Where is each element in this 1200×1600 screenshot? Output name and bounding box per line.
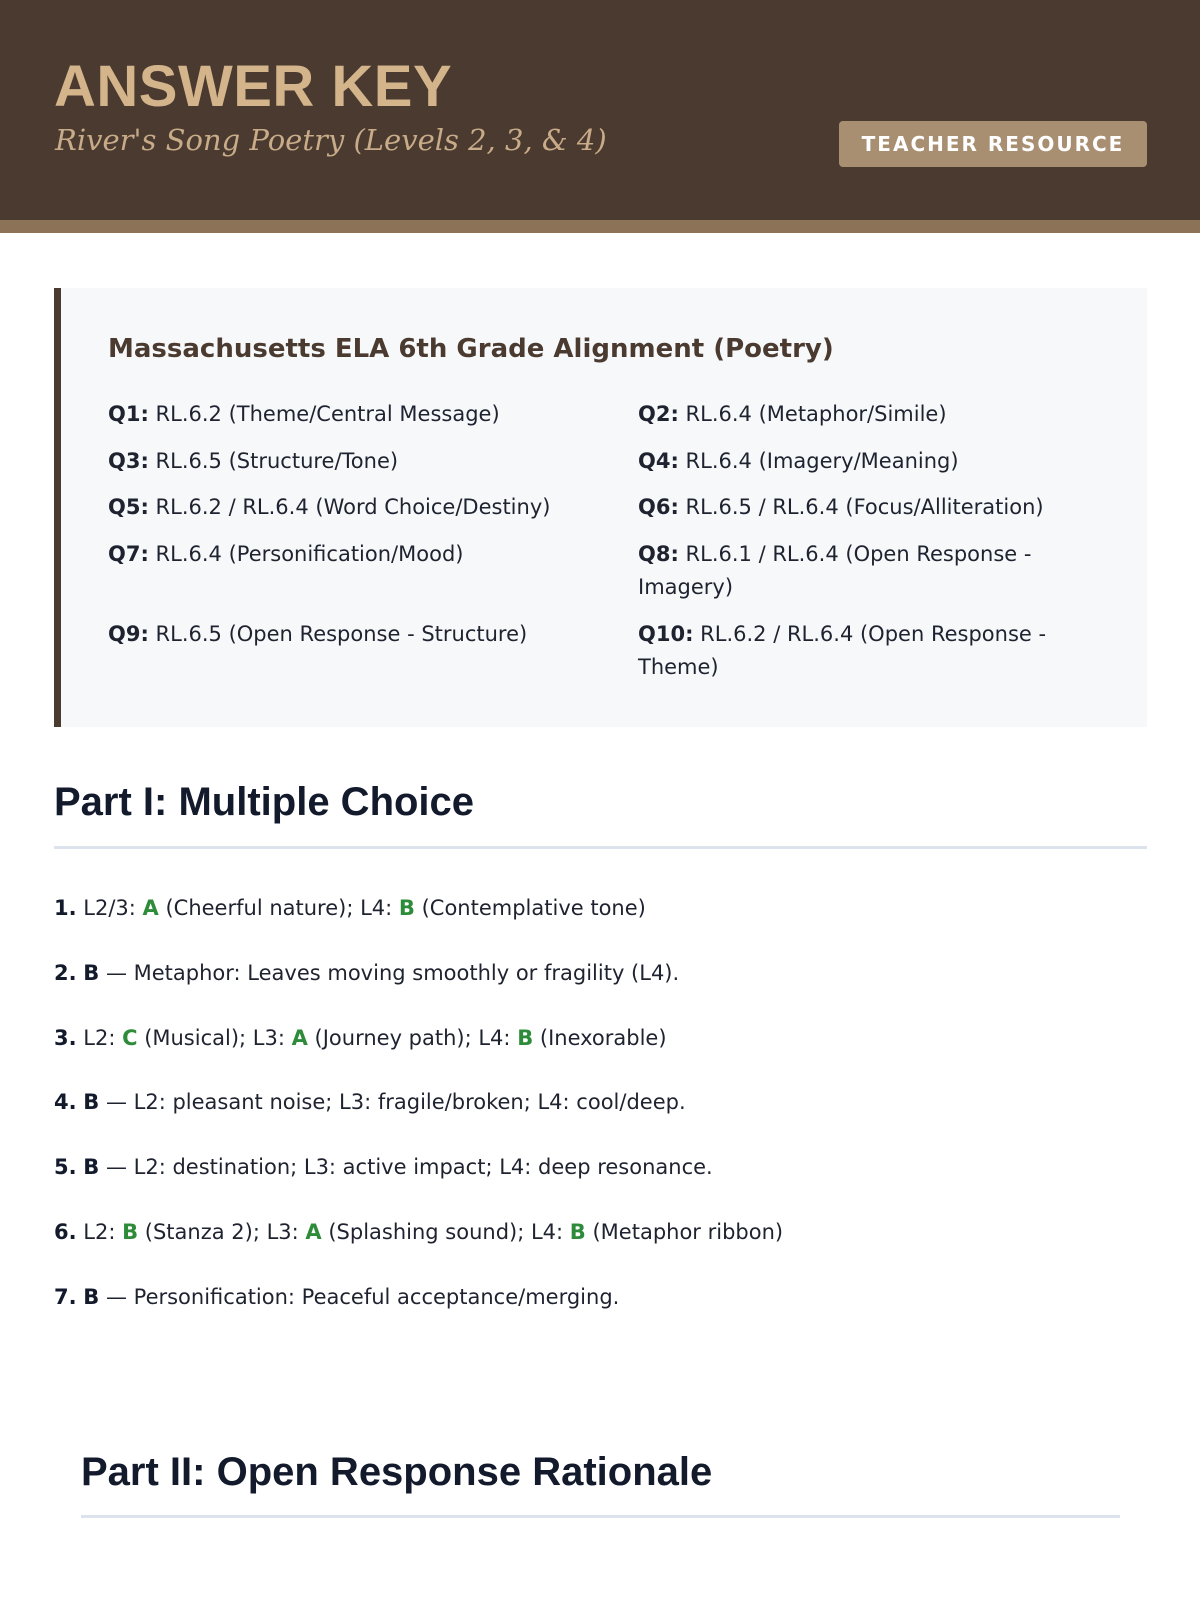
standard-text: RL.6.5 (Structure/Tone) — [148, 449, 399, 473]
standard-text: RL.6.2 / RL.6.4 (Open Response - Theme) — [638, 622, 1047, 679]
standard-text: RL.6.2 / RL.6.4 (Word Choice/Destiny) — [148, 495, 551, 519]
question-label: Q1: — [108, 402, 149, 426]
alignment-item — [108, 445, 628, 478]
alignment-item — [108, 618, 628, 651]
question-label: Q8: — [638, 542, 679, 566]
question-label: Q5: — [108, 495, 149, 519]
list-item: 4. B — L2: pleasant noise; L3: fragile/broken; L4: cool/deep. — [54, 1090, 686, 1114]
page-subtitle: River's Song Poetry (Levels 2, 3, & 4) — [55, 123, 607, 157]
question-label: Q3: — [108, 449, 149, 473]
standard-text: RL.6.1 / RL.6.4 (Open Response - Imagery) — [638, 542, 1032, 599]
question-label: Q4: — [638, 449, 679, 473]
standard-text: RL.6.5 (Open Response - Structure) — [148, 622, 528, 646]
alignment-item — [638, 445, 1098, 478]
section-divider — [81, 1515, 1120, 1518]
standard-text: RL.6.4 (Imagery/Meaning) — [678, 449, 959, 473]
alignment-item — [108, 538, 628, 571]
question-label: Q9: — [108, 622, 149, 646]
alignment-box — [54, 288, 1147, 727]
standard-text: RL.6.2 (Theme/Central Message) — [148, 402, 500, 426]
standard-text: RL.6.4 (Personification/Mood) — [148, 542, 464, 566]
section-divider — [54, 846, 1147, 849]
alignment-item — [638, 398, 1098, 431]
part2-heading: Part II: Open Response Rationale — [81, 1450, 713, 1494]
list-item: 2. B — Metaphor: Leaves moving smoothly or fragility (L4). — [54, 961, 680, 985]
question-label: Q2: — [638, 402, 679, 426]
list-item: 6. L2: B (Stanza 2); L3: A (Splashing sound); L4: B (Metaphor ribbon) — [54, 1220, 784, 1244]
alignment-item — [638, 618, 1058, 684]
alignment-item — [638, 538, 1058, 604]
standard-text: RL.6.4 (Metaphor/Simile) — [678, 402, 947, 426]
alignment-item — [638, 491, 1098, 524]
teacher-resource-badge: TEACHER RESOURCE — [839, 121, 1147, 167]
question-label: Q7: — [108, 542, 149, 566]
list-item: 1. L2/3: A (Cheerful nature); L4: B (Contemplative tone) — [54, 896, 646, 920]
alignment-item — [108, 491, 628, 524]
question-label: Q6: — [638, 495, 679, 519]
list-item: 5. B — L2: destination; L3: active impact; L4: deep resonance. — [54, 1155, 713, 1179]
part1-heading: Part I: Multiple Choice — [54, 780, 475, 824]
question-label: Q10: — [638, 622, 694, 646]
page-title: ANSWER KEY — [54, 54, 453, 119]
page-header — [0, 0, 1200, 233]
list-item: 7. B — Personification: Peaceful acceptance/merging. — [54, 1285, 620, 1309]
alignment-item — [108, 398, 628, 431]
alignment-title: Massachusetts ELA 6th Grade Alignment (Poetry) — [108, 334, 834, 364]
list-item: 3. L2: C (Musical); L3: A (Journey path); L4: B (Inexorable) — [54, 1026, 667, 1050]
standard-text: RL.6.5 / RL.6.4 (Focus/Alliteration) — [678, 495, 1044, 519]
